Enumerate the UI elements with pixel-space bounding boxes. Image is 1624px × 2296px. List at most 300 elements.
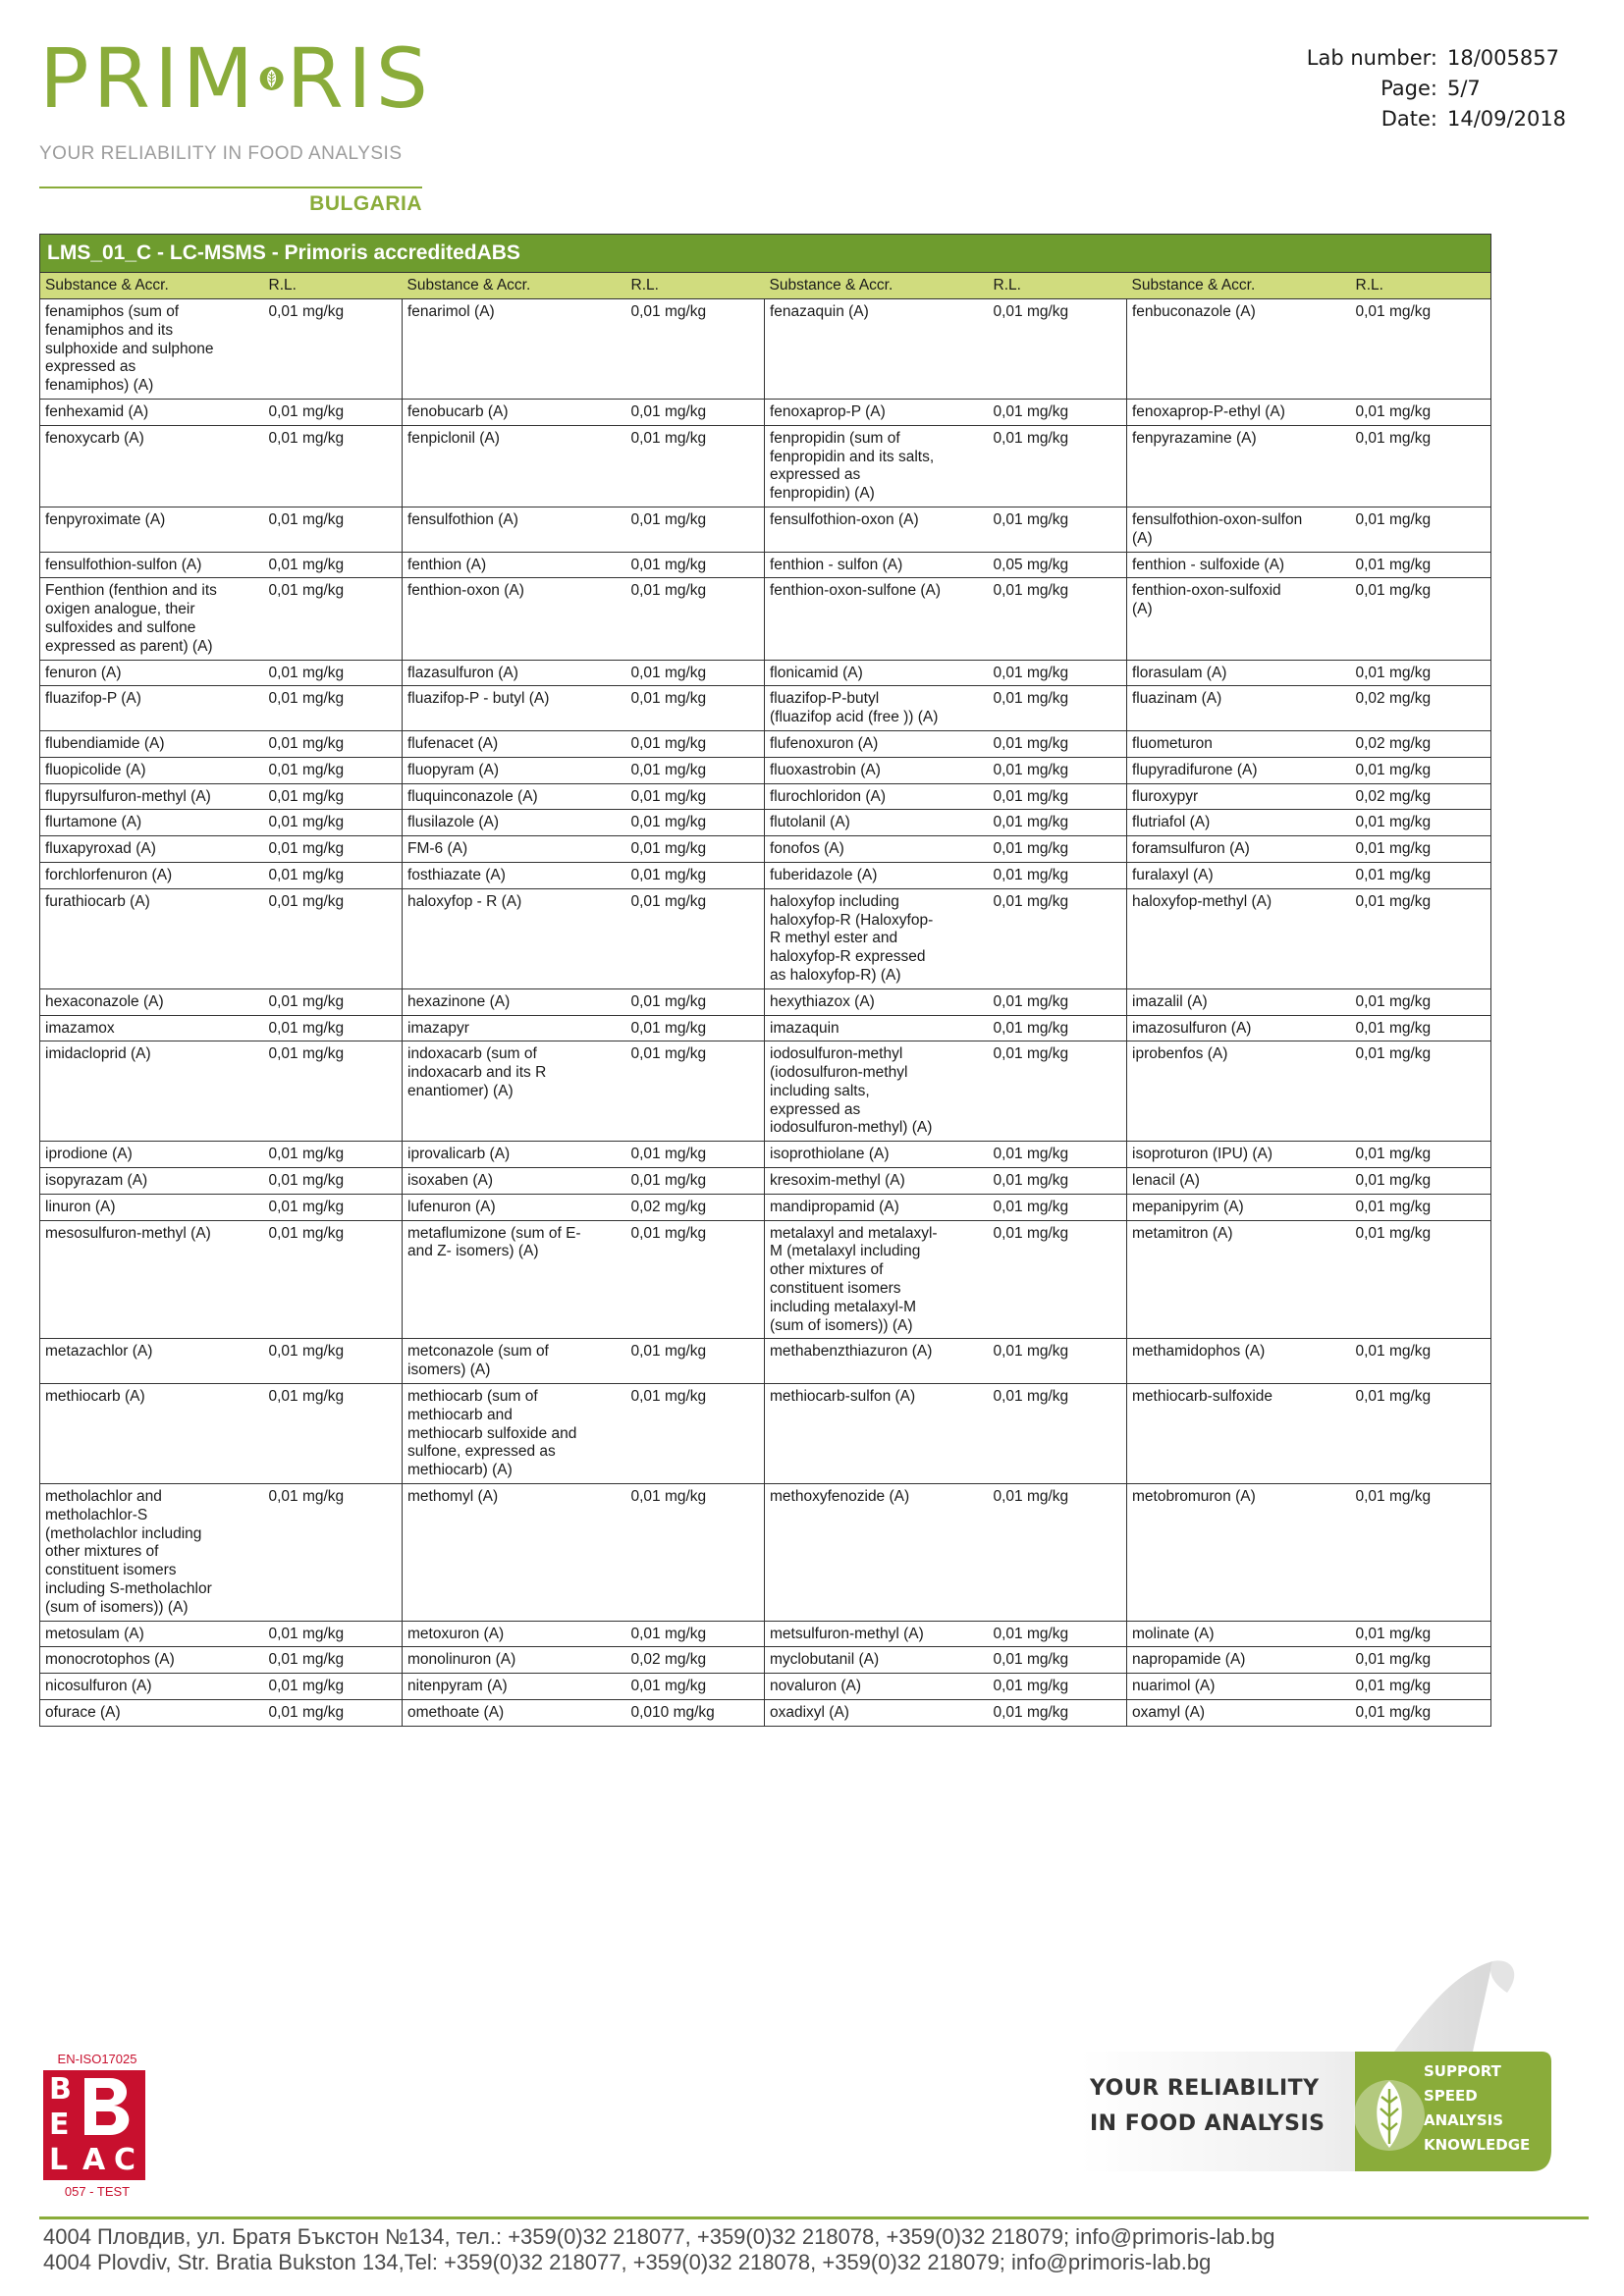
substance-cell: metconazole (sum of isomers) (A) <box>403 1339 626 1384</box>
page-label: Page: <box>1380 77 1437 100</box>
reporting-limit-cell: 0,01 mg/kg <box>989 730 1127 757</box>
footer-divider <box>39 2216 1589 2219</box>
reporting-limit-cell: 0,01 mg/kg <box>264 836 403 863</box>
substance-cell: methiocarb-sulfoxide <box>1127 1384 1351 1484</box>
belac-logo <box>43 2070 145 2180</box>
substance-cell: fluopicolide (A) <box>40 757 264 783</box>
belac-letter: A <box>82 2143 106 2177</box>
substance-cell: nitenpyram (A) <box>403 1674 626 1700</box>
reporting-limit-cell: 0,01 mg/kg <box>989 299 1127 400</box>
reporting-limit-cell: 0,01 mg/kg <box>1351 1384 1491 1484</box>
substance-cell: lenacil (A) <box>1127 1168 1351 1195</box>
substance-cell: flazasulfuron (A) <box>403 660 626 686</box>
reporting-limit-cell: 0,01 mg/kg <box>989 1339 1127 1384</box>
substance-cell: fenthion-oxon-sulfone (A) <box>765 578 989 660</box>
table-row <box>40 1384 1491 1484</box>
substance-cell: iprobenfos (A) <box>1127 1041 1351 1142</box>
substance-cell: furathiocarb (A) <box>40 888 264 988</box>
reporting-limit-cell: 0,01 mg/kg <box>264 1700 403 1727</box>
substance-cell: flupyrsulfuron-methyl (A) <box>40 783 264 810</box>
reporting-limit-cell: 0,01 mg/kg <box>1351 1220 1491 1339</box>
substance-cell: nicosulfuron (A) <box>40 1674 264 1700</box>
promo-value-item: SUPPORT <box>1424 2062 1501 2080</box>
reporting-limit-cell: 0,01 mg/kg <box>264 1484 403 1622</box>
reporting-limit-cell: 0,01 mg/kg <box>989 686 1127 731</box>
substance-cell: fenuron (A) <box>40 660 264 686</box>
substance-cell: metobromuron (A) <box>1127 1484 1351 1622</box>
reporting-limit-cell: 0,01 mg/kg <box>1351 578 1491 660</box>
reporting-limit-cell: 0,01 mg/kg <box>1351 1168 1491 1195</box>
substance-cell: fenoxaprop-P (A) <box>765 399 989 425</box>
reporting-limit-cell: 0,01 mg/kg <box>626 1168 765 1195</box>
substance-cell: fonofos (A) <box>765 836 989 863</box>
reporting-limit-cell: 0,01 mg/kg <box>264 552 403 578</box>
column-header-rl: R.L. <box>989 273 1127 299</box>
reporting-limit-cell: 0,02 mg/kg <box>626 1647 765 1674</box>
date-value: 14/09/2018 <box>1447 107 1567 131</box>
substance-cell: isopyrazam (A) <box>40 1168 264 1195</box>
reporting-limit-cell: 0,01 mg/kg <box>989 507 1127 552</box>
substance-cell: haloxyfop-methyl (A) <box>1127 888 1351 988</box>
substance-cell: flutolanil (A) <box>765 810 989 836</box>
reporting-limit-cell: 0,01 mg/kg <box>989 425 1127 507</box>
reporting-limit-cell: 0,01 mg/kg <box>626 578 765 660</box>
substance-cell: fenbuconazole (A) <box>1127 299 1351 400</box>
substance-cell: fenhexamid (A) <box>40 399 264 425</box>
substance-cell: fluquinconazole (A) <box>403 783 626 810</box>
substance-cell: imazosulfuron (A) <box>1127 1015 1351 1041</box>
table-row <box>40 1015 1491 1041</box>
reporting-limit-cell: 0,01 mg/kg <box>264 810 403 836</box>
reporting-limit-cell: 0,01 mg/kg <box>264 1168 403 1195</box>
table-row <box>40 552 1491 578</box>
lab-number-value: 18/005857 <box>1447 46 1559 70</box>
belac-letter: E <box>49 2108 70 2142</box>
promo-value-item: KNOWLEDGE <box>1424 2136 1531 2154</box>
reporting-limit-cell: 0,01 mg/kg <box>626 730 765 757</box>
table-row <box>40 507 1491 552</box>
reporting-limit-cell: 0,01 mg/kg <box>1351 1015 1491 1041</box>
substance-cell: florasulam (A) <box>1127 660 1351 686</box>
substance-cell: flubendiamide (A) <box>40 730 264 757</box>
reporting-limit-cell: 0,01 mg/kg <box>1351 507 1491 552</box>
substance-cell: omethoate (A) <box>403 1700 626 1727</box>
reporting-limit-cell: 0,01 mg/kg <box>626 1142 765 1168</box>
substance-cell: oxadixyl (A) <box>765 1700 989 1727</box>
reporting-limit-cell: 0,01 mg/kg <box>626 1621 765 1647</box>
belac-test-label: 057 - TEST <box>64 2184 131 2199</box>
table-row <box>40 1484 1491 1622</box>
reporting-limit-cell: 0,01 mg/kg <box>1351 1674 1491 1700</box>
substance-cell: haloxyfop - R (A) <box>403 888 626 988</box>
results-body <box>40 299 1491 1727</box>
reporting-limit-cell: 0,01 mg/kg <box>264 1384 403 1484</box>
reporting-limit-cell: 0,01 mg/kg <box>989 1384 1127 1484</box>
table-row <box>40 1194 1491 1220</box>
substance-cell: monocrotophos (A) <box>40 1647 264 1674</box>
table-row <box>40 1674 1491 1700</box>
promo-value-item: ANALYSIS <box>1424 2111 1504 2129</box>
reporting-limit-cell: 0,01 mg/kg <box>989 1621 1127 1647</box>
table-row <box>40 425 1491 507</box>
substance-cell: isoprothiolane (A) <box>765 1142 989 1168</box>
reporting-limit-cell: 0,01 mg/kg <box>989 988 1127 1015</box>
reporting-limit-cell: 0,01 mg/kg <box>1351 660 1491 686</box>
promo-slogan-line: IN FOOD ANALYSIS <box>1090 2111 1326 2136</box>
reporting-limit-cell: 0,01 mg/kg <box>989 757 1127 783</box>
substance-cell: fenthion - sulfoxide (A) <box>1127 552 1351 578</box>
substance-cell: iprovalicarb (A) <box>403 1142 626 1168</box>
reporting-limit-cell: 0,01 mg/kg <box>626 862 765 888</box>
column-header-substance: Substance & Accr. <box>1127 273 1351 299</box>
promo-slogan <box>1090 2071 1325 2142</box>
footer-address-bg: 4004 Пловдив, ул. Братя Бъкстон №134, тел.: +359(0)32 218077, +359(0)32 218078, +359(0)32 218079; info@primoris-lab.bg <box>43 2224 1275 2249</box>
substance-cell: flufenoxuron (A) <box>765 730 989 757</box>
reporting-limit-cell: 0,01 mg/kg <box>626 810 765 836</box>
promo-values <box>1424 2059 1530 2158</box>
substance-cell: lufenuron (A) <box>403 1194 626 1220</box>
table-row <box>40 836 1491 863</box>
table-row <box>40 578 1491 660</box>
reporting-limit-cell: 0,01 mg/kg <box>1351 810 1491 836</box>
table-row <box>40 862 1491 888</box>
reporting-limit-cell: 0,010 mg/kg <box>626 1700 765 1727</box>
primoris-logo <box>39 30 432 216</box>
substance-cell: metaflumizone (sum of E- and Z- isomers) (A) <box>403 1220 626 1339</box>
substance-cell: imidacloprid (A) <box>40 1041 264 1142</box>
table-row <box>40 1621 1491 1647</box>
substance-cell: fluoxastrobin (A) <box>765 757 989 783</box>
reporting-limit-cell: 0,01 mg/kg <box>626 1220 765 1339</box>
table-row <box>40 757 1491 783</box>
belac-letter: C <box>114 2143 136 2177</box>
substance-cell: fenpiclonil (A) <box>403 425 626 507</box>
reporting-limit-cell: 0,01 mg/kg <box>1351 1647 1491 1674</box>
reporting-limit-cell: 0,01 mg/kg <box>264 730 403 757</box>
substance-cell: fluazifop-P-butyl (fluazifop acid (free )) (A) <box>765 686 989 731</box>
reporting-limit-cell: 0,01 mg/kg <box>264 988 403 1015</box>
promo-value-item: SPEED <box>1424 2087 1478 2105</box>
substance-cell: kresoxim-methyl (A) <box>765 1168 989 1195</box>
substance-cell: furalaxyl (A) <box>1127 862 1351 888</box>
table-row <box>40 1168 1491 1195</box>
substance-cell: fenpyrazamine (A) <box>1127 425 1351 507</box>
reporting-limit-cell: 0,01 mg/kg <box>1351 425 1491 507</box>
substance-cell: flufenacet (A) <box>403 730 626 757</box>
substance-cell: iprodione (A) <box>40 1142 264 1168</box>
substance-cell: fensulfothion (A) <box>403 507 626 552</box>
substance-cell: metoxuron (A) <box>403 1621 626 1647</box>
substance-cell: fenpropidin (sum of fenpropidin and its salts, expressed as fenpropidin) (A) <box>765 425 989 507</box>
substance-cell: mesosulfuron-methyl (A) <box>40 1220 264 1339</box>
table-row <box>40 1220 1491 1339</box>
reporting-limit-cell: 0,01 mg/kg <box>989 578 1127 660</box>
substance-cell: mandipropamid (A) <box>765 1194 989 1220</box>
logo-text-after: RIS <box>286 30 432 127</box>
reporting-limit-cell: 0,01 mg/kg <box>1351 757 1491 783</box>
reporting-limit-cell: 0,01 mg/kg <box>264 1015 403 1041</box>
column-header-substance: Substance & Accr. <box>40 273 264 299</box>
reporting-limit-cell: 0,01 mg/kg <box>264 1041 403 1142</box>
reporting-limit-cell: 0,01 mg/kg <box>989 1220 1127 1339</box>
substance-cell: imazaquin <box>765 1015 989 1041</box>
reporting-limit-cell: 0,01 mg/kg <box>1351 1041 1491 1142</box>
belac-letter: B <box>49 2072 72 2107</box>
substance-cell: fensulfothion-oxon-sulfon (A) <box>1127 507 1351 552</box>
reporting-limit-cell: 0,01 mg/kg <box>989 810 1127 836</box>
reporting-limit-cell: 0,01 mg/kg <box>626 1015 765 1041</box>
table-title: LMS_01_C - LC-MSMS - Primoris accreditedABS <box>40 235 1491 273</box>
reporting-limit-cell: 0,01 mg/kg <box>989 1041 1127 1142</box>
logo-divider <box>39 187 422 188</box>
table-row <box>40 299 1491 400</box>
substance-cell: metamitron (A) <box>1127 1220 1351 1339</box>
logo-tagline: YOUR RELIABILITY IN FOOD ANALYSIS <box>39 143 403 164</box>
reporting-limit-cell: 0,01 mg/kg <box>264 1339 403 1384</box>
leaf-icon <box>259 41 284 116</box>
substance-cell: hexythiazox (A) <box>765 988 989 1015</box>
substance-cell: fensulfothion-oxon (A) <box>765 507 989 552</box>
reporting-limit-cell: 0,02 mg/kg <box>626 1194 765 1220</box>
reporting-limit-cell: 0,01 mg/kg <box>626 552 765 578</box>
substance-cell: fenthion-oxon-sulfoxid (A) <box>1127 578 1351 660</box>
substance-cell: fluazinam (A) <box>1127 686 1351 731</box>
reporting-limit-cell: 0,05 mg/kg <box>989 552 1127 578</box>
substance-cell: haloxyfop including haloxyfop-R (Haloxyfop- R methyl ester and haloxyfop-R expressed as haloxyfop-R) (A) <box>765 888 989 988</box>
reporting-limit-cell: 0,02 mg/kg <box>1351 783 1491 810</box>
reporting-limit-cell: 0,01 mg/kg <box>626 988 765 1015</box>
substance-cell: methiocarb (A) <box>40 1384 264 1484</box>
substance-cell: monolinuron (A) <box>403 1647 626 1674</box>
reporting-limit-cell: 0,01 mg/kg <box>989 1700 1127 1727</box>
substance-cell: metazachlor (A) <box>40 1339 264 1384</box>
table-row <box>40 783 1491 810</box>
table-row <box>40 810 1491 836</box>
substance-cell: fluazifop-P (A) <box>40 686 264 731</box>
reporting-limit-cell: 0,01 mg/kg <box>626 757 765 783</box>
reporting-limit-cell: 0,01 mg/kg <box>264 399 403 425</box>
substance-cell: metalaxyl and metalaxyl- M (metalaxyl including other mixtures of constituent isomers including metalaxyl-M (sum of isomers)) (A) <box>765 1220 989 1339</box>
table-row <box>40 1041 1491 1142</box>
substance-cell: methiocarb-sulfon (A) <box>765 1384 989 1484</box>
substance-cell: oxamyl (A) <box>1127 1700 1351 1727</box>
substance-cell: fluroxypyr <box>1127 783 1351 810</box>
reporting-limit-cell: 0,01 mg/kg <box>626 399 765 425</box>
reporting-limit-cell: 0,01 mg/kg <box>989 862 1127 888</box>
reporting-limit-cell: 0,01 mg/kg <box>626 425 765 507</box>
reporting-limit-cell: 0,01 mg/kg <box>626 836 765 863</box>
substance-cell: fuberidazole (A) <box>765 862 989 888</box>
reporting-limit-cell: 0,01 mg/kg <box>989 1168 1127 1195</box>
reporting-limit-cell: 0,02 mg/kg <box>1351 686 1491 731</box>
column-header-rl: R.L. <box>264 273 403 299</box>
substance-cell: fluometuron <box>1127 730 1351 757</box>
substance-cell: mepanipyrim (A) <box>1127 1194 1351 1220</box>
table-row <box>40 1647 1491 1674</box>
reporting-limit-cell: 0,01 mg/kg <box>1351 1621 1491 1647</box>
page-value: 5/7 <box>1447 77 1481 100</box>
substance-cell: myclobutanil (A) <box>765 1647 989 1674</box>
table-row <box>40 988 1491 1015</box>
substance-cell: methiocarb (sum of methiocarb and methiocarb sulfoxide and sulfone, expressed as methiocarb) (A) <box>403 1384 626 1484</box>
substance-cell: indoxacarb (sum of indoxacarb and its R enantiomer) (A) <box>403 1041 626 1142</box>
substance-cell: hexaconazole (A) <box>40 988 264 1015</box>
reporting-limit-cell: 0,01 mg/kg <box>264 425 403 507</box>
reporting-limit-cell: 0,01 mg/kg <box>626 660 765 686</box>
table-row <box>40 730 1491 757</box>
reporting-limit-cell: 0,01 mg/kg <box>626 686 765 731</box>
reporting-limit-cell: 0,01 mg/kg <box>264 299 403 400</box>
reporting-limit-cell: 0,01 mg/kg <box>264 686 403 731</box>
column-header-substance: Substance & Accr. <box>403 273 626 299</box>
substance-cell: flurtamone (A) <box>40 810 264 836</box>
substance-cell: metsulfuron-methyl (A) <box>765 1621 989 1647</box>
lab-number-row <box>1307 43 1567 74</box>
results-table <box>39 234 1491 1727</box>
reporting-limit-cell: 0,01 mg/kg <box>1351 1339 1491 1384</box>
reporting-limit-cell: 0,01 mg/kg <box>626 1041 765 1142</box>
substance-cell: fenthion (A) <box>403 552 626 578</box>
substance-cell: isoproturon (IPU) (A) <box>1127 1142 1351 1168</box>
date-row <box>1307 104 1567 134</box>
reporting-limit-cell: 0,01 mg/kg <box>989 888 1127 988</box>
reporting-limit-cell: 0,01 mg/kg <box>989 1647 1127 1674</box>
reporting-limit-cell: 0,01 mg/kg <box>264 1194 403 1220</box>
logo-country: BULGARIA <box>309 192 422 215</box>
reporting-limit-cell: 0,01 mg/kg <box>989 836 1127 863</box>
table-row <box>40 686 1491 731</box>
substance-cell: fenthion-oxon (A) <box>403 578 626 660</box>
reporting-limit-cell: 0,01 mg/kg <box>1351 888 1491 988</box>
substance-cell: fenazaquin (A) <box>765 299 989 400</box>
column-header-substance: Substance & Accr. <box>765 273 989 299</box>
lab-number-label: Lab number: <box>1306 46 1437 70</box>
column-header-rl: R.L. <box>1351 273 1491 299</box>
reporting-limit-cell: 0,01 mg/kg <box>989 1484 1127 1622</box>
substance-cell: methomyl (A) <box>403 1484 626 1622</box>
reporting-limit-cell: 0,01 mg/kg <box>626 888 765 988</box>
substance-cell: metosulam (A) <box>40 1621 264 1647</box>
table-row <box>40 888 1491 988</box>
reporting-limit-cell: 0,01 mg/kg <box>264 783 403 810</box>
substance-cell: fenarimol (A) <box>403 299 626 400</box>
substance-cell: hexazinone (A) <box>403 988 626 1015</box>
substance-cell: FM-6 (A) <box>403 836 626 863</box>
reporting-limit-cell: 0,01 mg/kg <box>989 399 1127 425</box>
substance-cell: flurochloridon (A) <box>765 783 989 810</box>
column-header-row <box>40 273 1491 299</box>
substance-cell: metholachlor and metholachlor-S (metholachlor including other mixtures of constituent isomers including S-metholachlor (sum of isomers)) (A) <box>40 1484 264 1622</box>
substance-cell: fluazifop-P - butyl (A) <box>403 686 626 731</box>
reporting-limit-cell: 0,01 mg/kg <box>264 888 403 988</box>
reporting-limit-cell: 0,01 mg/kg <box>989 660 1127 686</box>
logo-text-before: PRIM <box>39 30 258 127</box>
substance-cell: ofurace (A) <box>40 1700 264 1727</box>
date-label: Date: <box>1380 107 1437 131</box>
substance-cell: novaluron (A) <box>765 1674 989 1700</box>
substance-cell: molinate (A) <box>1127 1621 1351 1647</box>
page-row <box>1307 74 1567 104</box>
substance-cell: linuron (A) <box>40 1194 264 1220</box>
reporting-limit-cell: 0,01 mg/kg <box>1351 399 1491 425</box>
reporting-limit-cell: 0,01 mg/kg <box>1351 1700 1491 1727</box>
substance-cell: fosthiazate (A) <box>403 862 626 888</box>
reporting-limit-cell: 0,01 mg/kg <box>264 1142 403 1168</box>
column-header-rl: R.L. <box>626 273 765 299</box>
substance-cell: isoxaben (A) <box>403 1168 626 1195</box>
reporting-limit-cell: 0,01 mg/kg <box>626 299 765 400</box>
reporting-limit-cell: 0,01 mg/kg <box>264 1621 403 1647</box>
substance-cell: foramsulfuron (A) <box>1127 836 1351 863</box>
belac-b-shape-icon <box>81 2076 139 2137</box>
substance-cell: fenamiphos (sum of fenamiphos and its sulphoxide and sulphone expressed as fenamiphos) (A) <box>40 299 264 400</box>
reporting-limit-cell: 0,01 mg/kg <box>989 783 1127 810</box>
reporting-limit-cell: 0,01 mg/kg <box>989 1142 1127 1168</box>
reporting-limit-cell: 0,01 mg/kg <box>1351 862 1491 888</box>
reporting-limit-cell: 0,01 mg/kg <box>626 1674 765 1700</box>
table-row <box>40 1700 1491 1727</box>
reporting-limit-cell: 0,01 mg/kg <box>1351 1484 1491 1622</box>
reporting-limit-cell: 0,01 mg/kg <box>626 1339 765 1384</box>
reporting-limit-cell: 0,02 mg/kg <box>1351 730 1491 757</box>
reporting-limit-cell: 0,01 mg/kg <box>264 1220 403 1339</box>
reporting-limit-cell: 0,01 mg/kg <box>264 757 403 783</box>
reporting-limit-cell: 0,01 mg/kg <box>989 1674 1127 1700</box>
footer-address-en: 4004 Plovdiv, Str. Bratia Bukston 134,Tel: +359(0)32 218077, +359(0)32 218078, +359(0)32 218079; info@primoris-lab.bg <box>43 2250 1212 2274</box>
logo-wordmark <box>39 30 432 127</box>
reporting-limit-cell: 0,01 mg/kg <box>264 1674 403 1700</box>
substance-cell: fenobucarb (A) <box>403 399 626 425</box>
substance-cell: fenpyroximate (A) <box>40 507 264 552</box>
reporting-limit-cell: 0,01 mg/kg <box>1351 1194 1491 1220</box>
substance-cell: imazamox <box>40 1015 264 1041</box>
reporting-limit-cell: 0,01 mg/kg <box>626 1484 765 1622</box>
reporting-limit-cell: 0,01 mg/kg <box>264 1647 403 1674</box>
substance-cell: methoxyfenozide (A) <box>765 1484 989 1622</box>
belac-cert-label: EN-ISO17025 <box>57 2052 137 2066</box>
substance-cell: fluopyram (A) <box>403 757 626 783</box>
substance-cell: methamidophos (A) <box>1127 1339 1351 1384</box>
substance-cell: iodosulfuron-methyl (iodosulfuron-methyl including salts, expressed as iodosulfuron-methyl) (A) <box>765 1041 989 1142</box>
substance-cell: forchlorfenuron (A) <box>40 862 264 888</box>
substance-cell: fensulfothion-sulfon (A) <box>40 552 264 578</box>
substance-cell: fluxapyroxad (A) <box>40 836 264 863</box>
table-row <box>40 660 1491 686</box>
table-row <box>40 1339 1491 1384</box>
reporting-limit-cell: 0,01 mg/kg <box>264 660 403 686</box>
substance-cell: flusilazole (A) <box>403 810 626 836</box>
reporting-limit-cell: 0,01 mg/kg <box>989 1194 1127 1220</box>
table-row <box>40 1142 1491 1168</box>
report-meta <box>1307 43 1567 134</box>
substance-cell: nuarimol (A) <box>1127 1674 1351 1700</box>
reporting-limit-cell: 0,01 mg/kg <box>626 507 765 552</box>
belac-accreditation <box>43 2052 151 2199</box>
reporting-limit-cell: 0,01 mg/kg <box>264 578 403 660</box>
substance-cell: flonicamid (A) <box>765 660 989 686</box>
substance-cell: fenoxaprop-P-ethyl (A) <box>1127 399 1351 425</box>
reporting-limit-cell: 0,01 mg/kg <box>1351 1142 1491 1168</box>
promo-slogan-line: YOUR RELIABILITY <box>1090 2076 1320 2101</box>
reporting-limit-cell: 0,01 mg/kg <box>989 1015 1127 1041</box>
footer-address <box>43 2224 1274 2275</box>
reporting-limit-cell: 0,01 mg/kg <box>626 783 765 810</box>
substance-cell: fenoxycarb (A) <box>40 425 264 507</box>
substance-cell: Fenthion (fenthion and its oxigen analogue, their sulfoxides and sulfone expressed as parent) (A) <box>40 578 264 660</box>
substance-cell: imazapyr <box>403 1015 626 1041</box>
reporting-limit-cell: 0,01 mg/kg <box>1351 552 1491 578</box>
reporting-limit-cell: 0,01 mg/kg <box>264 507 403 552</box>
